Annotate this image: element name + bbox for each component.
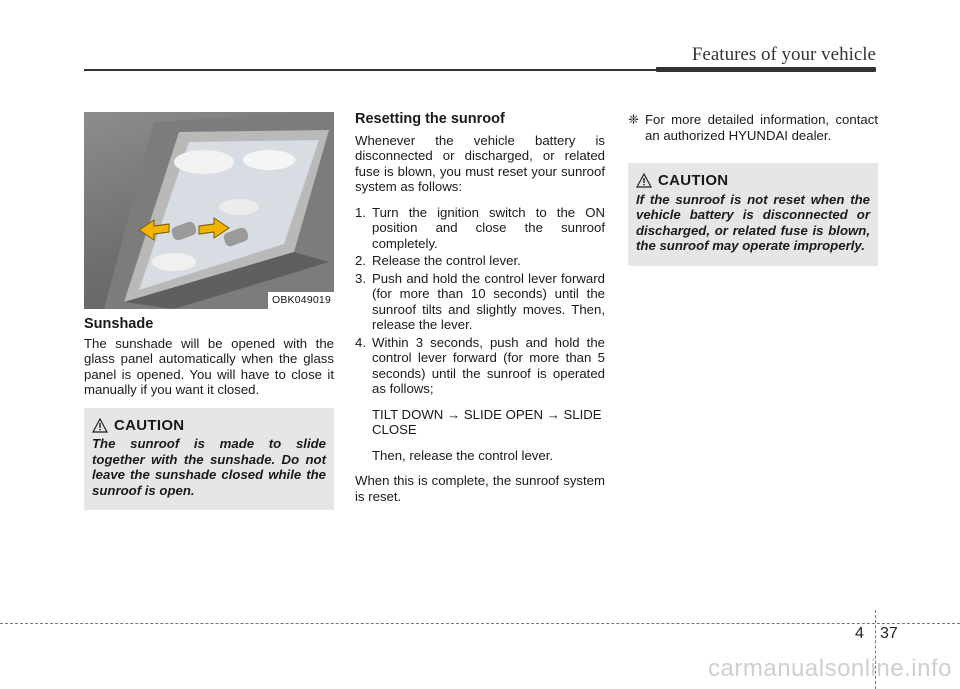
sunshade-heading: Sunshade <box>84 316 154 332</box>
watermark: carmanualsonline.info <box>708 655 952 682</box>
dealer-note <box>628 112 878 143</box>
page-number: 37 <box>880 625 898 642</box>
chapter-number: 4 <box>855 625 864 642</box>
list-item: 4. Within 3 seconds, push and hold the control lever forward (for more than 5 seconds) until the sunroof is operated as follows; <box>355 334 605 396</box>
list-item: 3. Push and hold the control lever forward (for more than 10 seconds) until the sunroof tilts and slightly moves. Then, release the lever. <box>355 270 605 332</box>
list-item: 1. Turn the ignition switch to the ON position and close the sunroof completely. <box>355 204 605 251</box>
note-text: For more detailed information, contact an authorized HYUNDAI dealer. <box>645 112 878 143</box>
reset-sequence: TILT DOWN → SLIDE OPEN → SLIDE CLOSE <box>372 406 602 437</box>
sunroof-illustration <box>84 112 334 309</box>
page-header-title: Features of your vehicle <box>691 44 876 65</box>
sunshade-text: The sunshade will be opened with the glass panel automatically when the glass panel is opened. You will have to close it manually if you want it closed. <box>84 335 334 397</box>
release-instruction: Then, release the control lever. <box>372 447 554 463</box>
caution-text: If the sunroof is not reset when the vehicle battery is disconnected or discharged, or related fuse is blown, the sunroof may operate improperly. <box>636 191 870 253</box>
column-middle <box>355 112 605 514</box>
header-rule-accent <box>656 67 876 72</box>
caution-box-reset <box>628 163 878 266</box>
warning-triangle-icon <box>636 173 652 188</box>
reset-intro: Whenever the vehicle battery is disconnected or discharged, or related fuse is blown, you must reset your sunroof system as follows: <box>355 132 605 194</box>
caution-title: CAUTION <box>658 172 729 189</box>
resetting-heading: Resetting the sunroof <box>355 111 505 127</box>
reset-complete: When this is complete, the sunroof system is reset. <box>355 473 605 504</box>
reset-steps-list <box>355 205 605 397</box>
column-right <box>628 112 878 266</box>
list-item: 2. Release the control lever. <box>355 253 521 268</box>
warning-triangle-icon <box>92 418 108 433</box>
sunroof-photo <box>84 112 334 309</box>
footer-rule <box>0 623 960 624</box>
caution-text: The sunroof is made to slide together with the sunshade. Do not leave the sunshade closed while the sunroof is open. <box>92 436 326 498</box>
caution-title: CAUTION <box>114 416 185 434</box>
column-left <box>84 112 334 510</box>
note-mark: ❈ <box>628 112 640 127</box>
photo-caption: OBK049019 <box>268 292 334 310</box>
caution-box-sunshade <box>84 408 334 511</box>
